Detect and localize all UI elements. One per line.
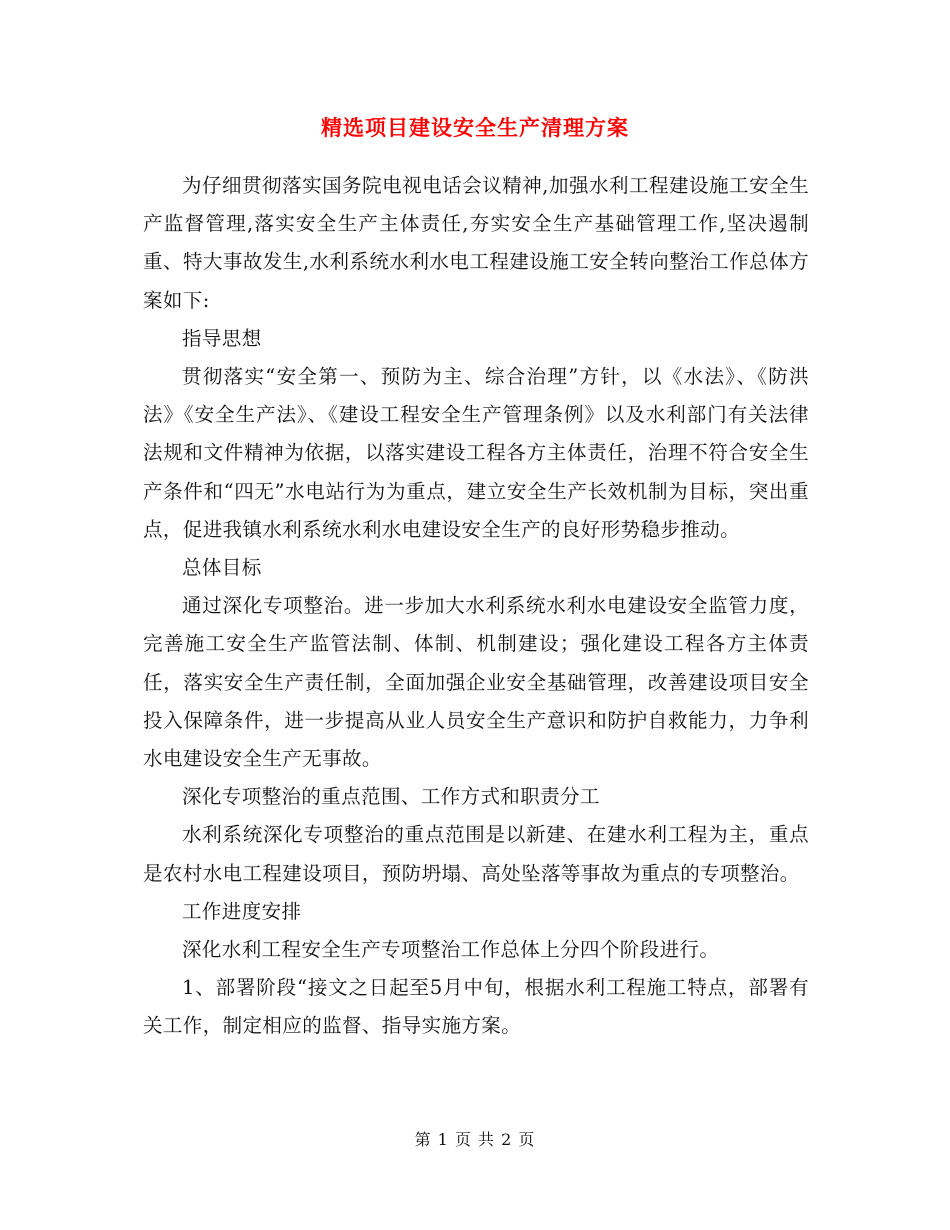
document-title: 精选项目建设安全生产清理方案: [321, 115, 629, 140]
page-number: 第 1 页 共 2 页: [414, 1130, 536, 1149]
section-heading-scope: 深化专项整治的重点范围、工作方式和职责分工: [182, 785, 600, 809]
page-footer: [0, 1127, 950, 1150]
document-body: [143, 167, 809, 1046]
paragraph-scope: 水利系统深化专项整治的重点范围是以新建、在建水利工程为主，重点是农村水电工程建设项目，预防坍塌、高处坠落等事故为重点的专项整治。: [143, 823, 809, 885]
paragraph-guiding-ideology: 贯彻落实“安全第一、预防为主、综合治理”方针，以《水法》、《防洪法》《安全生产法》、《建设工程安全生产管理条例》以及水利部门有关法律法规和文件精神为依据，以落实建设工程各方主体责任，治理不符合安全生产条件和“四无”水电站行为为重点，建立安全生产长效机制为目标，突出重点，促进我镇水利系统水利水电建设安全生产的良好形势稳步推动。: [143, 365, 809, 541]
paragraph-intro: 为仔细贯彻落实国务院电视电话会议精神,加强水利工程建设施工安全生产监督管理,落实安全生产主体责任,夯实安全生产基础管理工作,坚决遏制重、特大事故发生,水利系统水利水电工程建设施工安全转向整治工作总体方案如下:: [143, 174, 809, 312]
paragraph-phase-1: 1、部署阶段“接文之日起至5月中旬，根据水利工程施工特点，部署有关工作，制定相应的监督、指导实施方案。: [143, 976, 809, 1038]
section-heading-schedule: 工作进度安排: [182, 899, 302, 923]
section-heading-overall-goal: 总体目标: [182, 556, 262, 580]
paragraph-schedule: 深化水利工程安全生产专项整治工作总体上分四个阶段进行。: [182, 938, 720, 962]
section-heading-guiding-ideology: 指导思想: [182, 326, 262, 350]
paragraph-overall-goal: 通过深化专项整治。进一步加大水利系统水利水电建设安全监管力度，完善施工安全生产监管法制、体制、机制建设；强化建设工程各方主体责任，落实安全生产责任制，全面加强企业安全基础管理，改善建设项目安全投入保障条件，进一步提高从业人员安全生产意识和防护自救能力，力争利水电建设安全生产无事故。: [143, 594, 809, 771]
